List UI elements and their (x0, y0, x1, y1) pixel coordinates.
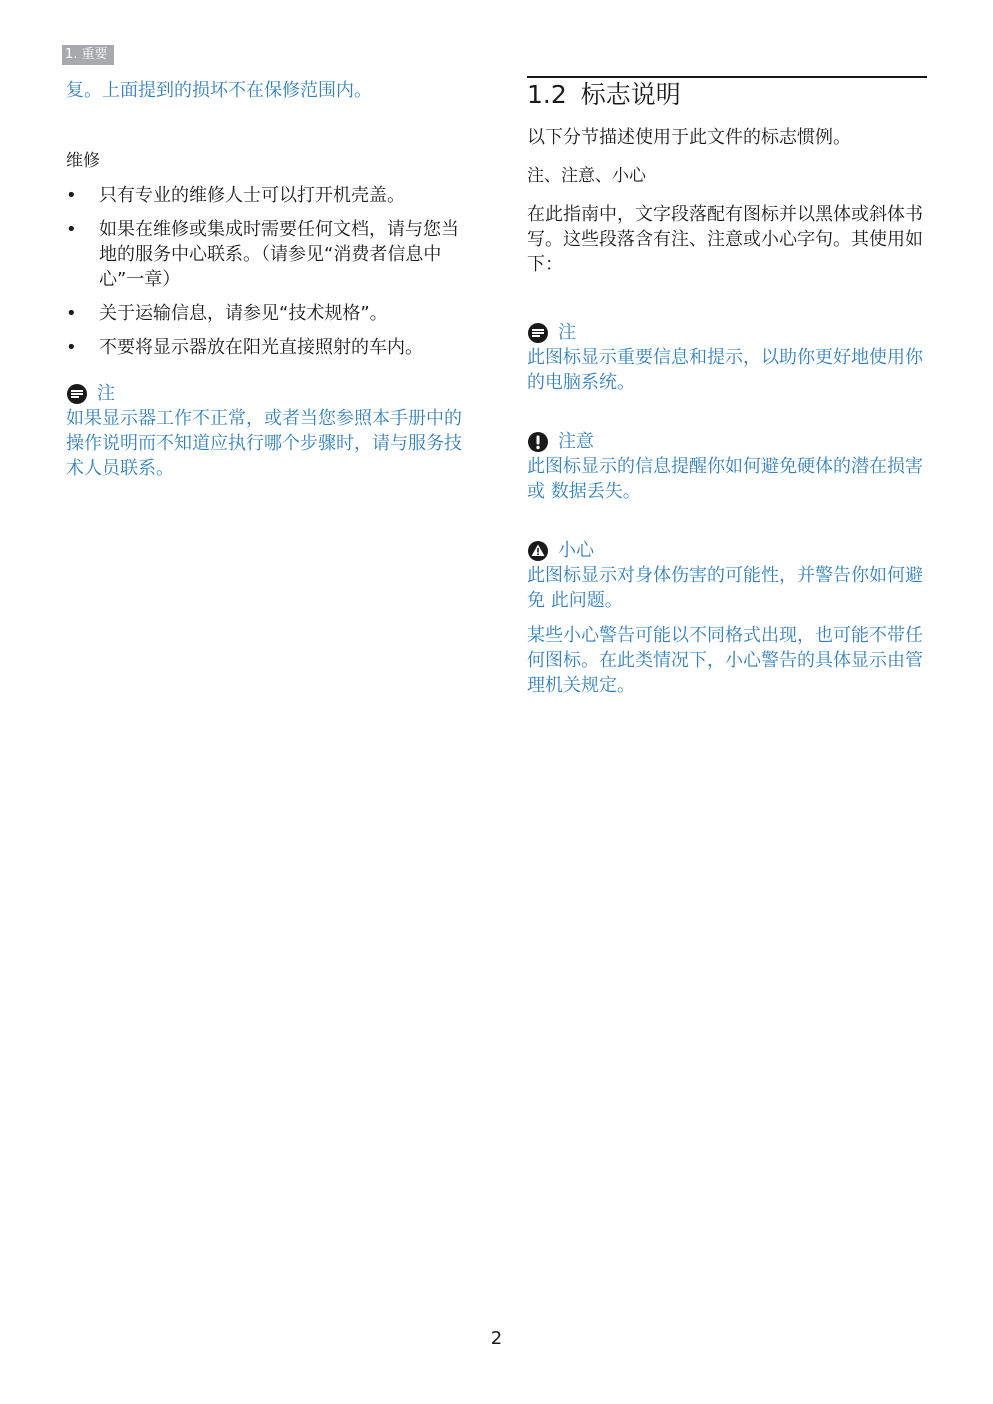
list-item-text: 不要将显示器放在阳光直接照射的车内。 (99, 337, 423, 358)
note-label: 注 (97, 383, 115, 404)
bullet-marker: • (66, 219, 77, 240)
note-heading (527, 321, 927, 345)
maintenance-list (66, 183, 466, 360)
left-column (66, 76, 466, 481)
caution-label: 小心 (558, 540, 594, 561)
caution-heading (527, 539, 927, 563)
note-label: 注 (558, 322, 576, 343)
section-title-text: 标志说明 (580, 80, 681, 109)
continuation-text: 复。上面提到的损坏不在保修范围内。 (66, 80, 372, 101)
note-heading (66, 382, 466, 406)
list-item-text: 只有专业的维修人士可以打开机壳盖。 (99, 185, 405, 206)
list-item-text: 如果在维修或集成时需要任何文档，请与您当地的服务中心联系。（请参见“消费者信息中心”一章） (99, 219, 459, 290)
list-item-text: 关于运输信息，请参见“技术规格”。 (99, 303, 388, 324)
attention-heading (527, 430, 927, 454)
intro-text: 以下分节描述使用于此文件的标志惯例。 (527, 127, 851, 148)
exclamation-icon (527, 431, 549, 453)
attention-text: 此图标显示的信息提醒你如何避免硬体的潜在损害或 数据丢失。 (527, 456, 923, 502)
section-header (527, 76, 927, 111)
list-item (66, 301, 466, 326)
description-text: 在此指南中，文字段落配有图标并以黑体或斜体书写。这些段落含有注、注意或小心字句。其使用如下： (527, 204, 923, 275)
bullet-marker: • (66, 185, 77, 206)
note-text: 此图标显示重要信息和提示，以助你更好地使用你 的电脑系统。 (527, 347, 923, 393)
maintenance-title: 维修 (66, 151, 100, 171)
chapter-tag: 1. 重要 (62, 45, 114, 65)
section-number: 1.2 (527, 80, 567, 109)
bullet-marker: • (66, 337, 77, 358)
caution-text: 此图标显示对身体伤害的可能性，并警告你如何避免 此问题。 (527, 565, 923, 611)
note-text: 如果显示器工作不正常，或者当您参照本手册中的操作说明而不知道应执行哪个步骤时，请与服务技术人员联系。 (66, 408, 462, 479)
right-column (527, 76, 927, 698)
list-item (66, 217, 466, 292)
list-item (66, 183, 466, 208)
bullet-marker: • (66, 303, 77, 324)
attention-label: 注意 (558, 431, 594, 452)
list-item (66, 335, 466, 360)
warning-triangle-icon (527, 540, 549, 562)
note-icon (527, 322, 549, 344)
conventions-subheading: 注、注意、小心 (527, 166, 646, 186)
page-number: 2 (490, 1328, 503, 1349)
caution-extra-text: 某些小心警告可能以不同格式出现，也可能不带任何图标。在此类情况下，小心警告的具体显示由管理机关规定。 (527, 625, 923, 696)
note-icon (66, 383, 88, 405)
section-title (527, 79, 927, 111)
